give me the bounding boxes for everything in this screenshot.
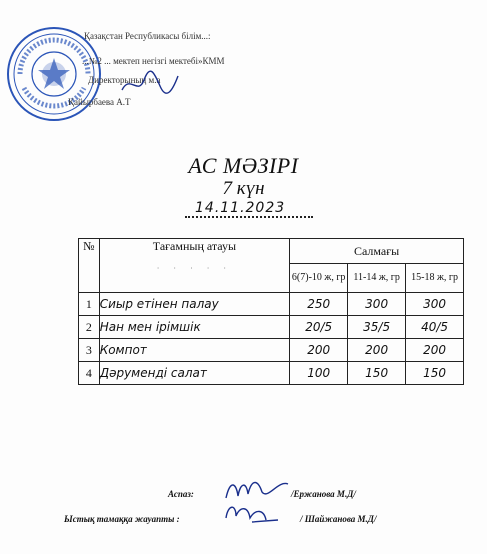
menu-table: [78, 238, 464, 385]
weight-value: 200: [290, 339, 348, 362]
col-weight-header: Салмағы: [290, 239, 464, 264]
weight-value: 150: [348, 362, 406, 385]
col-name-header: [99, 239, 290, 293]
weight-value: 300: [406, 293, 464, 316]
header-line-2: ...№2 ... мектеп негізгі мектебі»КММ: [82, 56, 225, 66]
weight-value: 200: [348, 339, 406, 362]
cook-name: /Ержанова М.Д/: [291, 489, 356, 499]
page-title: АС МӘЗІРІ: [188, 153, 299, 178]
age-group-3: 15-18 ж, гр: [406, 264, 464, 293]
director-signature-icon: [120, 68, 180, 98]
menu-date: 14.11.2023: [185, 200, 313, 218]
weight-value: 150: [406, 362, 464, 385]
row-num: 2: [79, 316, 100, 339]
dish-name: Компот: [99, 339, 290, 362]
cook-label: Аспаз:: [168, 489, 194, 499]
table-header-row: [79, 239, 464, 264]
age-group-1: 6(7)-10 ж, гр: [290, 264, 348, 293]
dish-name: Дәруменді салат: [99, 362, 290, 385]
header-line-3: Директорының м.а: [88, 75, 161, 85]
header-line-4: Қайырбаева А.Т: [68, 97, 131, 107]
weight-value: 35/5: [348, 316, 406, 339]
col-name-label: Тағамның атауы: [152, 239, 237, 253]
weight-value: 100: [290, 362, 348, 385]
age-group-2: 11-14 ж, гр: [348, 264, 406, 293]
weight-value: 300: [348, 293, 406, 316]
dish-name: Сиыр етінен палау: [99, 293, 290, 316]
table-row: [79, 293, 464, 316]
weight-value: 20/5: [290, 316, 348, 339]
table-row: [79, 339, 464, 362]
decorative-dots: · · · · ·: [156, 264, 233, 273]
responsible-name: / Шайжанова М.Д/: [300, 514, 377, 524]
col-num-header: №: [79, 239, 100, 293]
table-row: [79, 316, 464, 339]
row-num: 4: [79, 362, 100, 385]
responsible-label: Ыстық тамаққа жауапты :: [64, 514, 180, 524]
row-num: 1: [79, 293, 100, 316]
page-subtitle: 7 күн: [222, 178, 265, 199]
dish-name: Нан мен ірімшік: [99, 316, 290, 339]
responsible-signature-icon: [222, 498, 282, 526]
row-num: 3: [79, 339, 100, 362]
weight-value: 250: [290, 293, 348, 316]
header-line-1: Қазақстан Республикасы білім...:: [84, 31, 211, 41]
table-row: [79, 362, 464, 385]
weight-value: 40/5: [406, 316, 464, 339]
weight-value: 200: [406, 339, 464, 362]
